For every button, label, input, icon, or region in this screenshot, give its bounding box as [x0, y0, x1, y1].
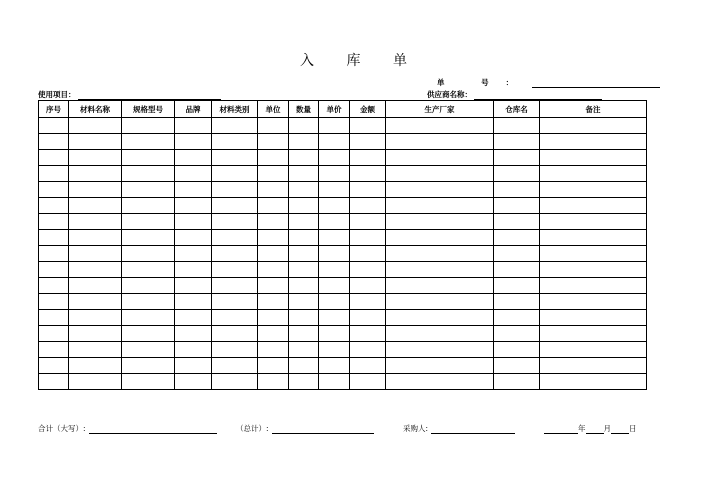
- table-cell[interactable]: [39, 358, 69, 374]
- table-cell[interactable]: [319, 326, 350, 342]
- table-cell[interactable]: [122, 374, 175, 390]
- table-cell[interactable]: [39, 214, 69, 230]
- table-cell[interactable]: [494, 326, 540, 342]
- table-cell[interactable]: [350, 310, 386, 326]
- table-body: [39, 118, 647, 390]
- table-cell[interactable]: [350, 262, 386, 278]
- table-cell[interactable]: [122, 134, 175, 150]
- table-row: [39, 214, 647, 230]
- table-cell[interactable]: [175, 294, 212, 310]
- table-row: [39, 182, 647, 198]
- table-cell[interactable]: [69, 342, 122, 358]
- table-cell[interactable]: [122, 198, 175, 214]
- table-cell[interactable]: [540, 198, 647, 214]
- table-cell[interactable]: [494, 166, 540, 182]
- table-cell[interactable]: [175, 262, 212, 278]
- table-cell[interactable]: [386, 118, 494, 134]
- table-cell[interactable]: [289, 150, 319, 166]
- buyer-label: 采购人:: [403, 424, 429, 433]
- table-cell[interactable]: [39, 182, 69, 198]
- table-cell[interactable]: [494, 134, 540, 150]
- table-cell[interactable]: [540, 326, 647, 342]
- table-cell[interactable]: [39, 310, 69, 326]
- table-cell[interactable]: [319, 198, 350, 214]
- table-cell[interactable]: [258, 134, 289, 150]
- table-cell[interactable]: [494, 182, 540, 198]
- table-row: [39, 374, 647, 390]
- table-cell[interactable]: [69, 294, 122, 310]
- table-row: [39, 118, 647, 134]
- table-cell[interactable]: [39, 134, 69, 150]
- table-cell[interactable]: [122, 310, 175, 326]
- table-cell[interactable]: [212, 246, 258, 262]
- table-cell[interactable]: [386, 166, 494, 182]
- table-cell[interactable]: [289, 118, 319, 134]
- table-cell[interactable]: [175, 326, 212, 342]
- table-cell[interactable]: [289, 358, 319, 374]
- table-cell[interactable]: [175, 118, 212, 134]
- table-row: [39, 134, 647, 150]
- table-cell[interactable]: [386, 278, 494, 294]
- table-cell[interactable]: [540, 118, 647, 134]
- table-cell[interactable]: [540, 342, 647, 358]
- project-label: 使用项目：: [38, 90, 76, 99]
- project-field: [38, 89, 221, 100]
- table-cell[interactable]: [69, 262, 122, 278]
- table-cell[interactable]: [258, 118, 289, 134]
- table-cell[interactable]: [258, 262, 289, 278]
- table-cell[interactable]: [319, 294, 350, 310]
- table-cell[interactable]: [122, 342, 175, 358]
- table-cell[interactable]: [386, 326, 494, 342]
- table-cell[interactable]: [540, 278, 647, 294]
- table-cell[interactable]: [69, 134, 122, 150]
- table-cell[interactable]: [350, 198, 386, 214]
- col-header-material-category: 材料类别: [212, 101, 258, 118]
- year-label: 年: [578, 424, 586, 433]
- table-cell[interactable]: [69, 326, 122, 342]
- table-cell[interactable]: [212, 166, 258, 182]
- table-cell[interactable]: [319, 342, 350, 358]
- table-cell[interactable]: [386, 198, 494, 214]
- table-cell[interactable]: [350, 150, 386, 166]
- table-cell[interactable]: [175, 358, 212, 374]
- table-cell[interactable]: [494, 214, 540, 230]
- table-cell[interactable]: [386, 150, 494, 166]
- table-cell[interactable]: [212, 278, 258, 294]
- table-cell[interactable]: [212, 198, 258, 214]
- table-cell[interactable]: [289, 182, 319, 198]
- table-cell[interactable]: [39, 326, 69, 342]
- table-cell[interactable]: [494, 342, 540, 358]
- table-cell[interactable]: [289, 374, 319, 390]
- table-cell[interactable]: [540, 310, 647, 326]
- supplier-field: [427, 89, 602, 100]
- table-cell[interactable]: [175, 230, 212, 246]
- table-cell[interactable]: [350, 342, 386, 358]
- table-cell[interactable]: [350, 182, 386, 198]
- table-cell[interactable]: [122, 230, 175, 246]
- table-cell[interactable]: [350, 358, 386, 374]
- table-cell[interactable]: [319, 214, 350, 230]
- table-cell[interactable]: [39, 262, 69, 278]
- table-cell[interactable]: [350, 134, 386, 150]
- table-cell[interactable]: [39, 374, 69, 390]
- table-cell[interactable]: [122, 214, 175, 230]
- table-row: [39, 326, 647, 342]
- month-input-line[interactable]: [586, 424, 604, 434]
- table-cell[interactable]: [494, 310, 540, 326]
- day-input-line[interactable]: [611, 424, 629, 434]
- day-label: 日: [629, 424, 637, 433]
- table-cell[interactable]: [289, 214, 319, 230]
- table-cell[interactable]: [540, 166, 647, 182]
- table-cell[interactable]: [212, 342, 258, 358]
- table-cell[interactable]: [540, 230, 647, 246]
- table-cell[interactable]: [350, 118, 386, 134]
- table-cell[interactable]: [175, 246, 212, 262]
- col-header-material-name: 材料名称: [69, 101, 122, 118]
- table-cell[interactable]: [69, 198, 122, 214]
- table-cell[interactable]: [39, 278, 69, 294]
- table-cell[interactable]: [540, 374, 647, 390]
- table-cell[interactable]: [289, 294, 319, 310]
- table-cell[interactable]: [289, 278, 319, 294]
- table-cell[interactable]: [258, 150, 289, 166]
- table-cell[interactable]: [289, 134, 319, 150]
- table-cell[interactable]: [386, 230, 494, 246]
- table-cell[interactable]: [69, 246, 122, 262]
- table-cell[interactable]: [175, 310, 212, 326]
- table-cell[interactable]: [289, 262, 319, 278]
- table-cell[interactable]: [175, 150, 212, 166]
- table-cell[interactable]: [122, 150, 175, 166]
- month-label: 月: [603, 424, 611, 433]
- table-cell[interactable]: [386, 358, 494, 374]
- table-cell[interactable]: [350, 214, 386, 230]
- table-cell[interactable]: [69, 150, 122, 166]
- table-row: [39, 278, 647, 294]
- table-cell[interactable]: [122, 262, 175, 278]
- table-cell[interactable]: [69, 358, 122, 374]
- table-cell[interactable]: [319, 230, 350, 246]
- inventory-table: [38, 100, 647, 390]
- table-cell[interactable]: [69, 182, 122, 198]
- table-cell[interactable]: [494, 198, 540, 214]
- total-uppercase-input-line[interactable]: [89, 424, 217, 434]
- table-cell[interactable]: [350, 246, 386, 262]
- table-cell[interactable]: [319, 246, 350, 262]
- table-cell[interactable]: [212, 182, 258, 198]
- table-cell[interactable]: [540, 182, 647, 198]
- order-number-field: [437, 77, 660, 88]
- table-cell[interactable]: [69, 166, 122, 182]
- table-cell[interactable]: [289, 246, 319, 262]
- project-input-line[interactable]: [78, 90, 221, 100]
- table-cell[interactable]: [122, 294, 175, 310]
- table-cell[interactable]: [494, 294, 540, 310]
- col-header-unit-price: 单价: [319, 101, 350, 118]
- date-field: [544, 423, 637, 434]
- table-row: [39, 310, 647, 326]
- table-cell[interactable]: [122, 182, 175, 198]
- table-cell[interactable]: [258, 310, 289, 326]
- table-cell[interactable]: [319, 118, 350, 134]
- table-cell[interactable]: [212, 150, 258, 166]
- table-cell[interactable]: [175, 278, 212, 294]
- grand-total-input-line[interactable]: [272, 424, 374, 434]
- table-cell[interactable]: [175, 182, 212, 198]
- table-row: [39, 230, 647, 246]
- table-cell[interactable]: [289, 326, 319, 342]
- table-cell[interactable]: [258, 278, 289, 294]
- table-cell[interactable]: [386, 310, 494, 326]
- table-cell[interactable]: [540, 358, 647, 374]
- table-cell[interactable]: [258, 214, 289, 230]
- table-cell[interactable]: [258, 230, 289, 246]
- table-cell[interactable]: [39, 198, 69, 214]
- table-cell[interactable]: [212, 374, 258, 390]
- table-cell[interactable]: [494, 358, 540, 374]
- table-cell[interactable]: [69, 278, 122, 294]
- table-cell[interactable]: [494, 118, 540, 134]
- col-header-unit: 单位: [258, 101, 289, 118]
- col-header-remarks: 备注: [540, 101, 647, 118]
- table-row: [39, 358, 647, 374]
- table-cell[interactable]: [39, 150, 69, 166]
- table-cell[interactable]: [494, 150, 540, 166]
- table-row: [39, 166, 647, 182]
- table-cell[interactable]: [175, 374, 212, 390]
- total-uppercase-field: [38, 423, 217, 434]
- table-cell[interactable]: [212, 214, 258, 230]
- table-cell[interactable]: [69, 118, 122, 134]
- table-cell[interactable]: [122, 246, 175, 262]
- table-cell[interactable]: [289, 198, 319, 214]
- table-cell[interactable]: [212, 134, 258, 150]
- table-cell[interactable]: [122, 358, 175, 374]
- table-cell[interactable]: [319, 134, 350, 150]
- table-cell[interactable]: [258, 358, 289, 374]
- table-cell[interactable]: [386, 262, 494, 278]
- buyer-input-line[interactable]: [431, 424, 515, 434]
- table-cell[interactable]: [494, 374, 540, 390]
- table-cell[interactable]: [212, 358, 258, 374]
- table-cell[interactable]: [258, 342, 289, 358]
- table-cell[interactable]: [39, 342, 69, 358]
- table-cell[interactable]: [289, 230, 319, 246]
- table-cell[interactable]: [386, 134, 494, 150]
- table-cell[interactable]: [319, 150, 350, 166]
- form-title: 入 库 单: [300, 53, 421, 69]
- table-row: [39, 342, 647, 358]
- table-cell[interactable]: [258, 294, 289, 310]
- table-cell[interactable]: [212, 294, 258, 310]
- table-cell[interactable]: [540, 134, 647, 150]
- table-cell[interactable]: [540, 214, 647, 230]
- table-cell[interactable]: [258, 182, 289, 198]
- table-cell[interactable]: [350, 326, 386, 342]
- table-cell[interactable]: [258, 198, 289, 214]
- table-cell[interactable]: [175, 198, 212, 214]
- table-cell[interactable]: [319, 166, 350, 182]
- table-cell[interactable]: [494, 246, 540, 262]
- col-header-quantity: 数量: [289, 101, 319, 118]
- table-cell[interactable]: [386, 294, 494, 310]
- table-cell[interactable]: [540, 294, 647, 310]
- table-cell[interactable]: [319, 278, 350, 294]
- table-cell[interactable]: [319, 310, 350, 326]
- table-cell[interactable]: [540, 246, 647, 262]
- col-header-brand: 品牌: [175, 101, 212, 118]
- supplier-input-line[interactable]: [474, 90, 602, 100]
- table-cell[interactable]: [350, 278, 386, 294]
- table-cell[interactable]: [69, 230, 122, 246]
- table-row: [39, 246, 647, 262]
- grand-total-field: [236, 423, 374, 434]
- table-cell[interactable]: [386, 246, 494, 262]
- table-cell[interactable]: [258, 374, 289, 390]
- table-cell[interactable]: [319, 374, 350, 390]
- table-cell[interactable]: [350, 230, 386, 246]
- table-cell[interactable]: [69, 310, 122, 326]
- table-cell[interactable]: [39, 246, 69, 262]
- table-cell[interactable]: [494, 262, 540, 278]
- table-cell[interactable]: [494, 230, 540, 246]
- table-cell[interactable]: [39, 118, 69, 134]
- table-cell[interactable]: [175, 342, 212, 358]
- table-cell[interactable]: [350, 374, 386, 390]
- buyer-field: [403, 423, 515, 434]
- table-cell[interactable]: [540, 262, 647, 278]
- table-cell[interactable]: [350, 166, 386, 182]
- table-cell[interactable]: [289, 166, 319, 182]
- table-cell[interactable]: [319, 358, 350, 374]
- table-cell[interactable]: [212, 118, 258, 134]
- table-cell[interactable]: [386, 214, 494, 230]
- table-cell[interactable]: [289, 342, 319, 358]
- table-cell[interactable]: [350, 294, 386, 310]
- col-header-spec-model: 规格型号: [122, 101, 175, 118]
- col-header-amount: 金额: [350, 101, 386, 118]
- table-cell[interactable]: [122, 118, 175, 134]
- table-row: [39, 294, 647, 310]
- grand-total-label: （总计）:: [236, 424, 269, 433]
- table-row: [39, 150, 647, 166]
- table-cell[interactable]: [386, 182, 494, 198]
- table-cell[interactable]: [212, 230, 258, 246]
- table-cell[interactable]: [212, 310, 258, 326]
- year-input-line[interactable]: [544, 424, 578, 434]
- table-cell[interactable]: [175, 214, 212, 230]
- table-cell[interactable]: [386, 374, 494, 390]
- table-cell[interactable]: [39, 230, 69, 246]
- table-cell[interactable]: [212, 262, 258, 278]
- table-cell[interactable]: [69, 374, 122, 390]
- table-cell[interactable]: [122, 326, 175, 342]
- col-header-index: 序号: [39, 101, 69, 118]
- order-number-input-line[interactable]: [532, 78, 660, 88]
- col-header-manufacturer: 生产厂家: [386, 101, 494, 118]
- col-header-warehouse: 仓库名: [494, 101, 540, 118]
- table-cell[interactable]: [258, 246, 289, 262]
- table-cell[interactable]: [386, 342, 494, 358]
- table-cell[interactable]: [540, 150, 647, 166]
- total-uppercase-label: 合计（大写）:: [38, 424, 86, 433]
- table-cell[interactable]: [212, 326, 258, 342]
- table-cell[interactable]: [39, 166, 69, 182]
- table-cell[interactable]: [122, 166, 175, 182]
- table-cell[interactable]: [319, 182, 350, 198]
- table-cell[interactable]: [319, 262, 350, 278]
- table-cell[interactable]: [258, 326, 289, 342]
- table-row: [39, 262, 647, 278]
- supplier-label: 供应商名称：: [427, 90, 472, 99]
- table-cell[interactable]: [258, 166, 289, 182]
- table-header-row: [39, 101, 647, 118]
- table-cell[interactable]: [175, 166, 212, 182]
- table-cell[interactable]: [122, 278, 175, 294]
- table-cell[interactable]: [69, 214, 122, 230]
- table-cell[interactable]: [175, 134, 212, 150]
- table-cell[interactable]: [289, 310, 319, 326]
- table-row: [39, 198, 647, 214]
- table-cell[interactable]: [39, 294, 69, 310]
- table-cell[interactable]: [494, 278, 540, 294]
- order-number-label: 单 号：: [437, 78, 531, 87]
